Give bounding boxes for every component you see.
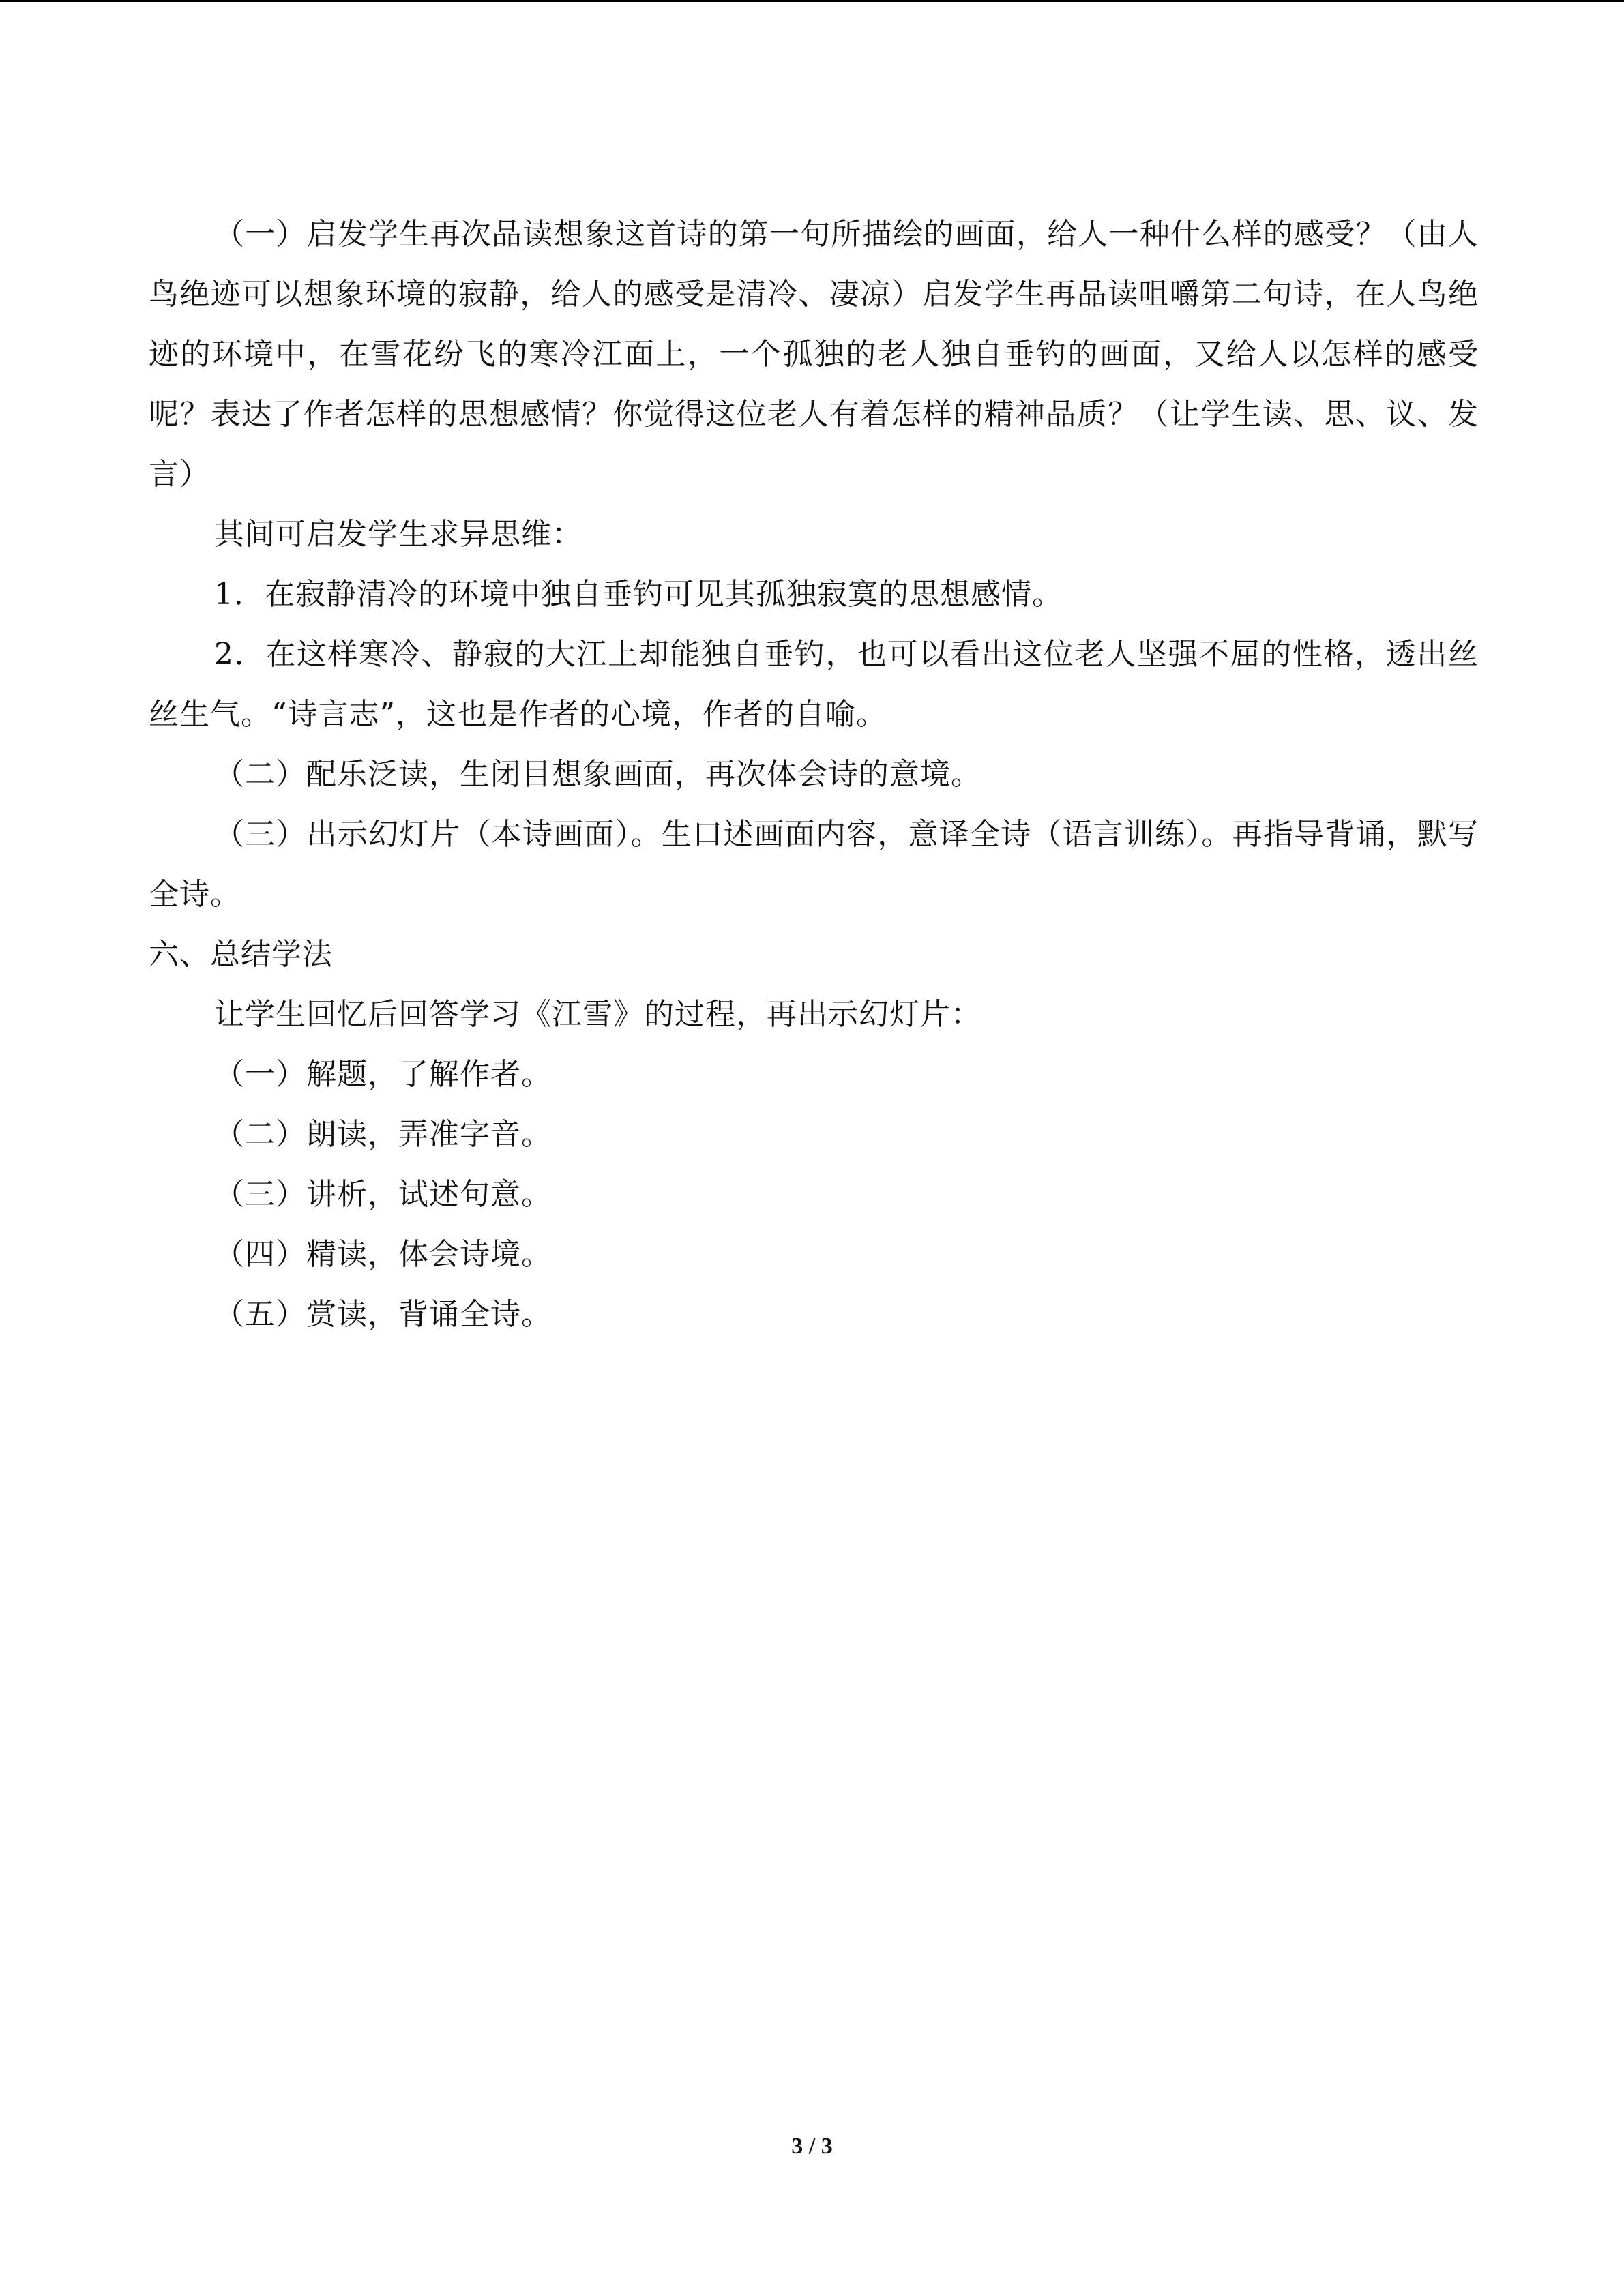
list-item-point-1: 1．在寂静清冷的环境中独自垂钓可见其孤独寂寞的思想感情。 (214, 577, 1063, 612)
summary-step-3: （三）讲析，试述句意。 (214, 1177, 552, 1212)
paragraph-slide-recitation: （三）出示幻灯片（本诗画面）。生口述画面内容，意译全诗（语言训练）。再指导背诵，默写全诗。 (149, 817, 1479, 912)
paragraph-music-reading: （二）配乐泛读，生闭目想象画面，再次体会诗的意境。 (214, 757, 981, 792)
summary-step-1: （一）解题，了解作者。 (214, 1057, 552, 1092)
paragraph-divergent-thinking-intro: 其间可启发学生求异思维： (214, 517, 582, 552)
page-number: 3 / 3 (791, 2134, 833, 2159)
paragraph-summary-intro: 让学生回忆后回答学习《江雪》的过程，再出示幻灯片： (214, 997, 981, 1032)
page-top-border (0, 0, 1624, 2)
paragraph-appreciation-guidance: （一）启发学生再次品读想象这首诗的第一句所描绘的画面，给人一种什么样的感受？（由人鸟绝迹可以想象环境的寂静，给人的感受是清冷、凄凉）启发学生再品读咀嚼第二句诗，在人鸟绝迹的环境中，在雪花纷飞的寒冷江面上，一个孤独的老人独自垂钓的画面，又给人以怎样的感受呢？表达了作者怎样的思想感情？你觉得这位老人有着怎样的精神品质？（让学生读、思、议、发言） (149, 217, 1479, 492)
document-body (149, 205, 1479, 1345)
summary-step-2: （二）朗读，弄准字音。 (214, 1117, 552, 1152)
list-item-point-2: 2．在这样寒冷、静寂的大江上却能独自垂钓，也可以看出这位老人坚强不屈的性格，透出丝丝生气。“诗言志”，这也是作者的心境，作者的自喻。 (149, 637, 1479, 732)
section-heading-summary: 六、总结学法 (149, 937, 333, 972)
summary-step-5: （五）赏读，背诵全诗。 (214, 1297, 552, 1332)
summary-step-4: （四）精读，体会诗境。 (214, 1237, 552, 1272)
